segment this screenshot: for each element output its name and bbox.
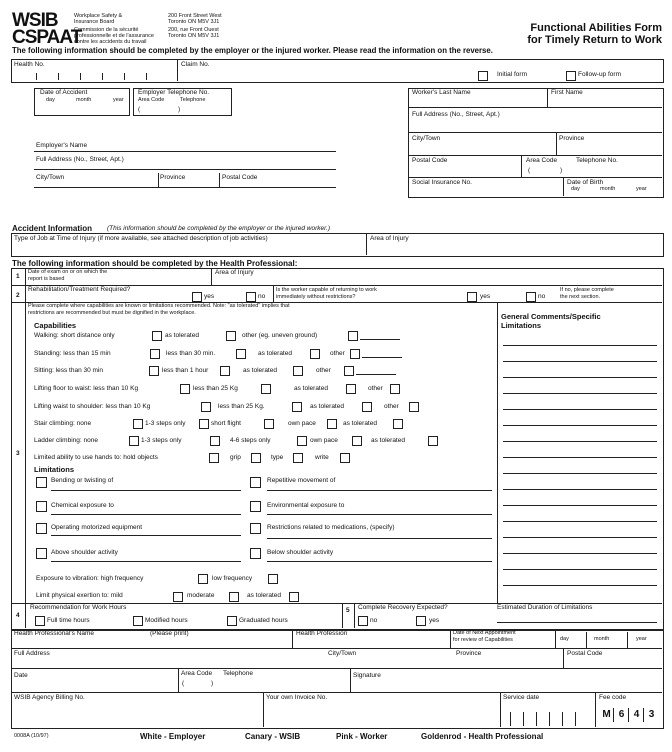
estimated-duration-line[interactable] bbox=[497, 622, 657, 623]
complete-recovery-label: Complete Recovery Expected? bbox=[358, 604, 448, 611]
lift-floor-other-label: other bbox=[368, 385, 383, 392]
modified-checkbox[interactable] bbox=[133, 616, 143, 626]
comment-line[interactable] bbox=[503, 457, 657, 458]
accident-heading: Accident Information bbox=[12, 224, 93, 233]
standing-30-label: less than 30 min. bbox=[166, 350, 216, 357]
repetitive-label: Repetitive movement of bbox=[267, 477, 336, 484]
worker-dob-label: Date of Birth bbox=[567, 179, 604, 186]
ladder-own-pace-checkbox[interactable] bbox=[352, 436, 362, 446]
comment-line[interactable] bbox=[503, 553, 657, 554]
vibration-low-checkbox[interactable] bbox=[268, 574, 278, 584]
worker-last-name-label: Worker's Last Name bbox=[412, 89, 471, 96]
rehab-yes-label: yes bbox=[204, 293, 215, 300]
type-of-job-label: Type of Job at Time of Injury (if more available, see attached description of job activities) bbox=[14, 235, 268, 242]
logo-en: WSIB bbox=[12, 10, 58, 31]
lift-floor-25-checkbox[interactable] bbox=[261, 384, 271, 394]
employer-postal-label: Postal Code bbox=[222, 174, 258, 181]
stair-tolerated-label: as tolerated bbox=[343, 420, 377, 427]
hp-paren-close: ) bbox=[211, 680, 214, 687]
next-appointment-label: Date of Next Appointment for review of Capabilities bbox=[453, 630, 516, 643]
worker-address-label: Full Address (No., Street, Apt.) bbox=[412, 111, 500, 118]
sitting-label: Sitting: less than 30 min bbox=[34, 367, 104, 374]
fee-code-char: M bbox=[600, 708, 614, 722]
walking-label: Walking: short distance only bbox=[34, 332, 115, 339]
comment-line[interactable] bbox=[503, 409, 657, 410]
stair-1-3-label: 1-3 steps only bbox=[145, 420, 186, 427]
repetitive-checkbox[interactable] bbox=[250, 477, 261, 488]
doa-year-label: year bbox=[113, 97, 124, 103]
ladder-4-6-label: 4-6 steps only bbox=[230, 437, 271, 444]
rehab-question: Rehabilitation/Treatment Required? bbox=[28, 286, 131, 293]
standing-30-checkbox[interactable] bbox=[236, 349, 246, 359]
hands-grip-label: grip bbox=[230, 454, 241, 461]
stair-1-3-checkbox[interactable] bbox=[199, 419, 209, 429]
lift-floor-label: Lifting floor to waist: less than 10 Kg bbox=[34, 385, 139, 392]
health-no-label: Health No. bbox=[14, 61, 45, 68]
exertion-mild-checkbox[interactable] bbox=[173, 592, 183, 602]
date-of-accident-label: Date of Accident bbox=[40, 89, 88, 96]
row3-intro: Please complete where capabilities are known or limitations recommended. Note: "as tolerated" implies that restrictions are recommended but must be dignified in the workplace. bbox=[28, 303, 290, 316]
hp-paren-open: ( bbox=[182, 680, 185, 687]
sitting-1h-label: less than 1 hour bbox=[162, 367, 209, 374]
standing-other-label: other bbox=[330, 350, 345, 357]
hp-date-label: Date bbox=[14, 672, 28, 679]
employer-city-label: City/Town bbox=[36, 174, 65, 181]
hands-label: Limited ability to use hands to: hold objects bbox=[34, 454, 158, 461]
row1-number: 1 bbox=[16, 273, 20, 280]
below-shoulder-label: Below shoulder activity bbox=[267, 549, 334, 556]
signature-field[interactable] bbox=[353, 680, 658, 690]
service-date-label: Service date bbox=[503, 694, 540, 701]
modified-label: Modified hours bbox=[145, 617, 188, 624]
ladder-4-6-checkbox[interactable] bbox=[297, 436, 307, 446]
row5-number: 5 bbox=[346, 607, 350, 614]
walking-tolerated-checkbox[interactable] bbox=[226, 331, 236, 341]
bending-label: Bending or twisting of bbox=[51, 477, 114, 484]
hp-city-label: City/Town bbox=[328, 650, 357, 657]
worker-sin-label: Social Insurance No. bbox=[412, 179, 472, 186]
capable-no-checkbox[interactable] bbox=[526, 292, 536, 302]
comment-line[interactable] bbox=[503, 377, 657, 378]
copy-goldenrod: Goldenrod - Health Professional bbox=[421, 732, 544, 741]
ladder-own-pace-label: own pace bbox=[310, 437, 338, 444]
motorized-label: Operating motorized equipment bbox=[51, 524, 143, 531]
standing-label: Standing: less than 15 min bbox=[34, 350, 111, 357]
signature-label: Signature bbox=[353, 672, 381, 679]
lift-shoulder-other-checkbox[interactable] bbox=[409, 402, 419, 412]
claim-no-label: Claim No. bbox=[181, 61, 210, 68]
employer-name-label: Employer's Name bbox=[36, 142, 88, 149]
claim-no-field[interactable] bbox=[181, 70, 461, 80]
lift-floor-25-label: less than 25 Kg bbox=[193, 385, 238, 392]
row3-number: 3 bbox=[16, 450, 20, 457]
initial-form-label: Initial form bbox=[497, 71, 527, 78]
capable-no-label: no bbox=[538, 293, 546, 300]
accident-area-label: Area of Injury bbox=[370, 235, 409, 242]
follow-up-form-checkbox[interactable] bbox=[566, 71, 576, 81]
below-shoulder-checkbox[interactable] bbox=[250, 548, 261, 559]
ladder-tolerated-label: as tolerated bbox=[371, 437, 405, 444]
lift-floor-tolerated-checkbox[interactable] bbox=[346, 384, 356, 394]
worker-city-label: City/Town bbox=[412, 135, 441, 142]
health-no-field[interactable] bbox=[14, 70, 174, 80]
professional-heading: The following information should be completed by the Health Professional: bbox=[12, 259, 298, 268]
general-comments-heading: General Comments/Specific Limitations bbox=[501, 312, 601, 330]
agency-name: Workplace Safety & Insurance Board Commission de la sécurité professionnelle et de l'assurance contre les accidents du travail bbox=[74, 13, 154, 45]
exertion-moderate-checkbox[interactable] bbox=[229, 592, 239, 602]
lift-shoulder-25-label: less than 25 Kg. bbox=[218, 403, 265, 410]
worker-dob-month: month bbox=[600, 186, 616, 192]
employer-telephone-sublabel: Telephone bbox=[180, 97, 206, 103]
worker-area-code-label: Area Code bbox=[526, 157, 558, 164]
row1-date-label: Date of exam on or on which the report is based bbox=[28, 269, 108, 282]
hands-write-checkbox[interactable] bbox=[340, 453, 350, 463]
hands-type-checkbox[interactable] bbox=[293, 453, 303, 463]
graduated-checkbox[interactable] bbox=[227, 616, 237, 626]
capable-yes-checkbox[interactable] bbox=[467, 292, 477, 302]
next-appt-day: day bbox=[560, 636, 569, 642]
worker-dob-day: day bbox=[571, 186, 580, 192]
service-date-cell-divider bbox=[510, 712, 511, 726]
work-hours-label: Recommendation for Work Hours bbox=[30, 604, 127, 611]
lift-shoulder-10-checkbox[interactable] bbox=[201, 402, 211, 412]
lift-shoulder-label: Lifting waist to shoulder: less than 10 Kg bbox=[34, 403, 151, 410]
chemical-checkbox[interactable] bbox=[36, 501, 47, 512]
standing-tolerated-label: as tolerated bbox=[258, 350, 292, 357]
bending-checkbox[interactable] bbox=[36, 477, 47, 488]
lift-shoulder-25-checkbox[interactable] bbox=[292, 402, 302, 412]
recovery-no-label: no bbox=[370, 617, 378, 624]
medications-checkbox[interactable] bbox=[250, 523, 261, 534]
stair-none-checkbox[interactable] bbox=[133, 419, 143, 429]
ladder-label: Ladder climbing: none bbox=[34, 437, 98, 444]
environmental-label: Environmental exposure to bbox=[267, 502, 345, 509]
exertion-tolerated-label: as tolerated bbox=[247, 592, 281, 599]
hp-address-label: Full Address bbox=[14, 650, 50, 657]
sitting-other-checkbox[interactable] bbox=[344, 366, 354, 376]
recovery-no-checkbox[interactable] bbox=[358, 616, 368, 626]
worker-paren-close: ) bbox=[560, 167, 563, 174]
limitations-heading: Limitations bbox=[34, 465, 75, 474]
hp-name-label: Health Professional's Name bbox=[14, 630, 94, 637]
hp-postal-label: Postal Code bbox=[567, 650, 603, 657]
lift-floor-tolerated-label: as tolerated bbox=[294, 385, 328, 392]
copy-canary: Canary - WSIB bbox=[245, 732, 301, 741]
rehab-no-label: no bbox=[258, 293, 266, 300]
hp-area-code-label: Area Code bbox=[181, 670, 213, 677]
above-shoulder-label: Above shoulder activity bbox=[51, 549, 118, 556]
vibration-low-label: low frequency bbox=[212, 575, 253, 582]
exertion-moderate-label: moderate bbox=[187, 592, 215, 599]
comment-line[interactable] bbox=[503, 361, 657, 362]
graduated-label: Graduated hours bbox=[239, 617, 288, 624]
motorized-checkbox[interactable] bbox=[36, 523, 47, 534]
fee-code-label: Fee code bbox=[599, 694, 627, 701]
comment-line[interactable] bbox=[503, 585, 657, 586]
worker-first-name-label: First Name bbox=[551, 89, 583, 96]
sitting-1h-checkbox[interactable] bbox=[220, 366, 230, 376]
walking-tolerated-label: as tolerated bbox=[165, 332, 199, 339]
comment-line[interactable] bbox=[503, 473, 657, 474]
worker-dob-year: year bbox=[636, 186, 647, 192]
capable-yes-label: yes bbox=[480, 293, 491, 300]
full-time-checkbox[interactable] bbox=[35, 616, 45, 626]
lift-floor-10-checkbox[interactable] bbox=[180, 384, 190, 394]
rehab-no-checkbox[interactable] bbox=[246, 292, 256, 302]
worker-sin-field[interactable] bbox=[412, 188, 557, 196]
rehab-yes-checkbox[interactable] bbox=[192, 292, 202, 302]
hands-type-label: type bbox=[271, 454, 284, 461]
agency-address: 200 Front Street West Toronto ON M5V 3J1 200, rue Front Ouest Toronto ON M5V 3J1 bbox=[168, 13, 222, 39]
comment-line[interactable] bbox=[503, 569, 657, 570]
service-date-cell-divider bbox=[549, 712, 550, 726]
hp-telephone-label: Telephone bbox=[223, 670, 253, 677]
hands-hold-checkbox[interactable] bbox=[209, 453, 219, 463]
employer-area-paren-close: ) bbox=[178, 106, 181, 113]
doa-month-label: month bbox=[76, 97, 92, 103]
comment-line[interactable] bbox=[503, 489, 657, 490]
ladder-1-3-checkbox[interactable] bbox=[210, 436, 220, 446]
billing-no-field[interactable] bbox=[14, 703, 259, 723]
worker-postal-label: Postal Code bbox=[412, 157, 448, 164]
estimated-duration-label: Estimated Duration of Limitations bbox=[497, 604, 593, 611]
worker-telephone-label: Telephone No. bbox=[576, 157, 618, 164]
hp-province-label: Province bbox=[456, 650, 482, 657]
employer-city-line[interactable] bbox=[34, 187, 336, 188]
employer-telephone-label: Employer Telephone No. bbox=[138, 89, 210, 96]
recovery-yes-checkbox[interactable] bbox=[416, 616, 426, 626]
invoice-no-field[interactable] bbox=[266, 703, 496, 723]
employer-area-code-label: Area Code bbox=[138, 97, 165, 103]
walking-other-checkbox[interactable] bbox=[348, 331, 358, 341]
doa-day-label: day bbox=[46, 97, 55, 103]
lift-floor-other-checkbox[interactable] bbox=[390, 384, 400, 394]
copy-pink: Pink - Worker bbox=[336, 732, 388, 741]
fee-code-char: 4 bbox=[630, 708, 644, 722]
health-profession-label: Health Profession bbox=[296, 630, 348, 637]
sitting-tolerated-label: as tolerated bbox=[243, 367, 277, 374]
sitting-tolerated-checkbox[interactable] bbox=[293, 366, 303, 376]
lift-shoulder-tolerated-label: as tolerated bbox=[310, 403, 344, 410]
wsib-logo bbox=[12, 12, 81, 46]
chemical-label: Chemical exposure to bbox=[51, 502, 114, 509]
comment-line[interactable] bbox=[503, 393, 657, 394]
stair-tolerated-checkbox[interactable] bbox=[393, 419, 403, 429]
billing-no-label: WSIB Agency Billing No. bbox=[14, 694, 85, 701]
comment-line[interactable] bbox=[503, 441, 657, 442]
stair-own-pace-label: own pace bbox=[288, 420, 316, 427]
logo-fr: CSPAAT bbox=[12, 27, 82, 48]
instruction-text: The following information should be completed by the employer or the injured worker. Please read the information on the reverse. bbox=[12, 46, 493, 55]
next-appt-year: year bbox=[636, 636, 647, 642]
service-date-cell-divider bbox=[562, 712, 563, 726]
comment-line[interactable] bbox=[503, 505, 657, 506]
vibration-label: Exposure to vibration: high frequency bbox=[36, 575, 144, 582]
row2-number: 2 bbox=[16, 292, 20, 299]
medications-label: Restrictions related to medications, (specify) bbox=[267, 524, 395, 531]
comment-line[interactable] bbox=[503, 345, 657, 346]
hands-grip-checkbox[interactable] bbox=[251, 453, 261, 463]
employer-province-label: Province bbox=[160, 174, 186, 181]
capabilities-heading: Capabilities bbox=[34, 321, 77, 330]
stair-label: Stair climbing: none bbox=[34, 420, 92, 427]
row4-number: 4 bbox=[16, 612, 20, 619]
if-no-note: If no, please complete the next section. bbox=[560, 287, 614, 300]
stair-short-flight-label: short flight bbox=[211, 420, 241, 427]
environmental-checkbox[interactable] bbox=[250, 501, 261, 512]
stair-own-pace-checkbox[interactable] bbox=[327, 419, 337, 429]
please-print-label: (Please print) bbox=[150, 630, 189, 637]
lift-shoulder-tolerated-checkbox[interactable] bbox=[362, 402, 372, 412]
fee-code-char: 6 bbox=[615, 708, 629, 722]
walking-short-checkbox[interactable] bbox=[152, 331, 162, 341]
service-date-cell-divider bbox=[523, 712, 524, 726]
comment-line[interactable] bbox=[503, 521, 657, 522]
sitting-other-label: other bbox=[316, 367, 331, 374]
ladder-tolerated-checkbox[interactable] bbox=[428, 436, 438, 446]
worker-province-label: Province bbox=[559, 135, 585, 142]
ladder-none-checkbox[interactable] bbox=[129, 436, 139, 446]
recovery-yes-label: yes bbox=[429, 617, 440, 624]
hands-write-label: write bbox=[315, 454, 329, 461]
worker-paren-open: ( bbox=[528, 167, 531, 174]
service-date-cell-divider bbox=[575, 712, 576, 726]
walking-other-label: other (eg. uneven ground) bbox=[242, 332, 318, 339]
initial-form-checkbox[interactable] bbox=[478, 71, 488, 81]
full-time-label: Full time hours bbox=[47, 617, 90, 624]
accident-note: (This information should be completed by the employer or the injured worker.) bbox=[107, 225, 331, 232]
row1-area-label: Area of Injury bbox=[215, 269, 254, 276]
copy-white: White - Employer bbox=[140, 732, 206, 741]
comment-line[interactable] bbox=[503, 537, 657, 538]
next-appt-month: month bbox=[594, 636, 610, 642]
exertion-label: Limit physical exertion to: mild bbox=[36, 592, 123, 599]
above-shoulder-checkbox[interactable] bbox=[36, 548, 47, 559]
capable-question: Is the worker capable of returning to work immediately without restrictions? bbox=[276, 287, 377, 300]
exertion-tolerated-checkbox[interactable] bbox=[289, 592, 299, 602]
ladder-1-3-label: 1-3 steps only bbox=[141, 437, 182, 444]
invoice-no-label: Your own Invoice No. bbox=[266, 694, 328, 701]
lift-shoulder-other-label: other bbox=[384, 403, 399, 410]
form-title: Functional Abilities Form for Timely Return to Work bbox=[527, 22, 662, 46]
employer-name-line[interactable] bbox=[34, 151, 336, 152]
follow-up-form-label: Follow-up form bbox=[578, 71, 621, 78]
stair-short-flight-checkbox[interactable] bbox=[264, 419, 274, 429]
comment-line[interactable] bbox=[503, 425, 657, 426]
employer-address-line[interactable] bbox=[34, 169, 336, 170]
employer-address-label: Full Address (No., Street, Apt.) bbox=[36, 156, 124, 163]
standing-15-checkbox[interactable] bbox=[150, 349, 160, 359]
service-date-cell-divider bbox=[536, 712, 537, 726]
fee-code-char: 3 bbox=[648, 709, 655, 720]
vibration-high-checkbox[interactable] bbox=[198, 574, 208, 584]
standing-other-checkbox[interactable] bbox=[350, 349, 360, 359]
standing-tolerated-checkbox[interactable] bbox=[310, 349, 320, 359]
form-number: 0008A (10/97) bbox=[14, 733, 49, 739]
sitting-30-checkbox[interactable] bbox=[149, 366, 159, 376]
employer-area-paren-open: ( bbox=[138, 106, 141, 113]
